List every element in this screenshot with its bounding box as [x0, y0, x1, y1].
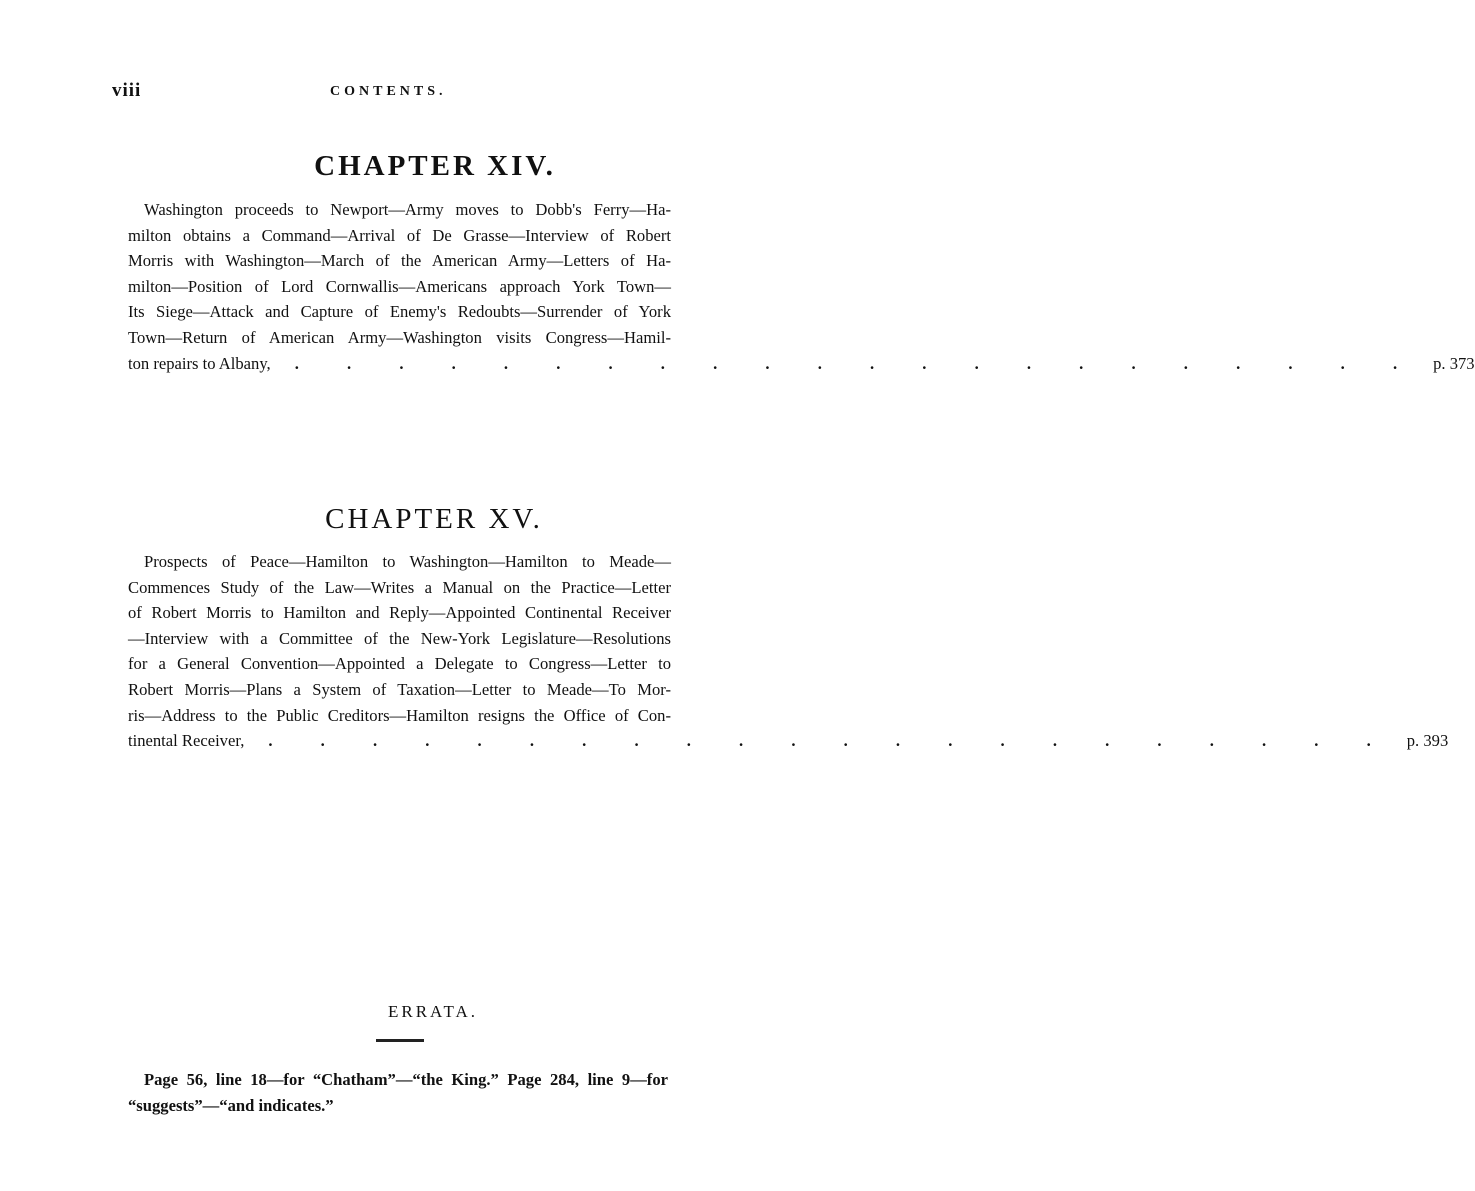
summary-last-line [128, 728, 1449, 754]
chapter-xiv-title: CHAPTER XIV. [314, 150, 556, 182]
chapter-xv-title: CHAPTER XV. [325, 503, 543, 535]
summary-line: Washington proceeds to Newport—Army moves to Dobb's Ferry—Ha- [144, 200, 671, 219]
page-reference: p. 373 [1433, 353, 1475, 373]
summary-line: ris—Address to the Public Creditors—Hamilton resigns the Office of Con- [128, 705, 671, 725]
errata-rule [376, 1039, 424, 1042]
summary-line: —Interview with a Committee of the New-York Legislature—Resolutions [128, 628, 671, 648]
summary-line: Commences Study of the Law—Writes a Manual on the Practice—Letter [128, 577, 671, 597]
page-reference: p. 393 [1406, 731, 1449, 751]
summary-line: milton—Position of Lord Cornwallis—Americans approach York Town— [128, 276, 671, 296]
errata-line: “suggests”—“and indicates.” [128, 1095, 334, 1115]
summary-line: of Robert Morris to Hamilton and Reply—Appointed Continental Receiver [128, 603, 671, 623]
summary-line: for a General Convention—Appointed a Delegate to Congress—Letter to [128, 654, 671, 674]
summary-line: milton obtains a Command—Arrival of De Grasse—Interview of Robert [128, 225, 671, 245]
summary-line: Town—Return of American Army—Washington visits Congress—Hamil- [128, 327, 671, 347]
summary-line: Morris with Washington—March of the American Army—Letters of Ha- [128, 251, 671, 271]
summary-line: Robert Morris—Plans a System of Taxation—Letter to Meade—To Mor- [128, 679, 671, 699]
chapter-xv-summary [128, 549, 1449, 754]
page-number: viii [112, 80, 142, 101]
dot-leaders: . . . . . . . . . . . . . . . . . . . . . . [268, 731, 1393, 751]
running-head: CONTENTS. [330, 84, 447, 99]
errata-line: Page 56, line 18—for “Chatham”—“the King.” Page 284, line 9—for [144, 1070, 668, 1089]
dot-leaders: . . . . . . . . . . . . . . . . . . . . . . [294, 353, 1420, 373]
summary-last-line [128, 351, 1475, 377]
errata-title: ERRATA. [387, 1002, 478, 1021]
errata-text [128, 1067, 668, 1118]
chapter-xiv-summary [128, 197, 1475, 376]
summary-line: Prospects of Peace—Hamilton to Washington—Hamilton to Meade— [144, 552, 671, 571]
summary-line: tinental Receiver, [128, 731, 245, 751]
summary-line: Its Siege—Attack and Capture of Enemy's Redoubts—Surrender of York [128, 302, 671, 322]
summary-line: ton repairs to Albany, [128, 353, 271, 373]
